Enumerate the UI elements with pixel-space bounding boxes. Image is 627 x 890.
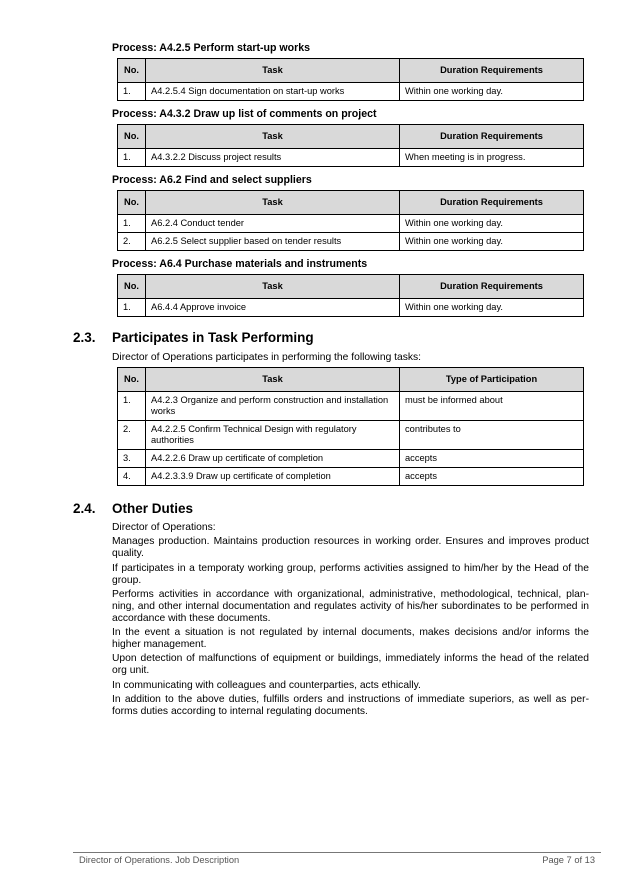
cell-task: A4.2.2.5 Confirm Technical Design with regulatory authorities: [146, 421, 400, 450]
table-row: [118, 450, 584, 468]
header-no: No.: [118, 125, 146, 149]
cell-no: 1.: [118, 299, 146, 317]
cell-no: 1.: [118, 392, 146, 421]
process-table: [117, 124, 584, 167]
header-task: Task: [146, 191, 400, 215]
cell-no: 3.: [118, 450, 146, 468]
header-duration: Duration Requirements: [400, 275, 584, 299]
section-number: 2.3.: [73, 330, 96, 345]
cell-task: A4.2.2.6 Draw up certificate of completion: [146, 450, 400, 468]
section-intro: Director of Operations participates in performing the following tasks:: [112, 352, 422, 363]
duty-paragraph: Performs activities in accordance with organizational, administrative, methodological, technical, plan-ning, and other internal documentation and regulates activity of his/her subordinates to be performed in accordance with these documents.: [112, 588, 589, 624]
section-title: Participates in Task Performing: [112, 330, 314, 345]
process-title: Process: A6.4 Purchase materials and instruments: [112, 258, 368, 270]
other-duties-text: [112, 522, 589, 720]
duty-paragraph: Upon detection of malfunctions of equipment or buildings, immediately informs the head of the related org unit.: [112, 653, 589, 677]
section-title: Other Duties: [112, 501, 194, 516]
header-duration: Duration Requirements: [400, 125, 584, 149]
table-row: [118, 392, 584, 421]
section-number: 2.4.: [73, 501, 96, 516]
header-no: No.: [118, 275, 146, 299]
header-no: No.: [118, 368, 146, 392]
footer-page-number: Page 7 of 13: [542, 855, 595, 865]
process-title: Process: A6.2 Find and select suppliers: [112, 174, 312, 186]
header-duration: Duration Requirements: [400, 59, 584, 83]
table-header-row: [118, 191, 584, 215]
header-task: Task: [146, 59, 400, 83]
cell-participation: accepts: [400, 468, 584, 486]
cell-no: 1.: [118, 149, 146, 167]
duty-paragraph: If participates in a temporaty working group, performs activities assigned to him/her by the Head of the group.: [112, 562, 589, 586]
header-task: Task: [146, 125, 400, 149]
cell-task: A4.2.5.4 Sign documentation on start-up works: [146, 83, 400, 101]
header-duration: Duration Requirements: [400, 191, 584, 215]
table-row: [118, 83, 584, 101]
table-row: [118, 468, 584, 486]
duty-paragraph: In the event a situation is not regulated by internal documents, makes decisions and/or informs the higher management.: [112, 627, 589, 651]
footer-divider: [73, 852, 601, 853]
cell-participation: contributes to: [400, 421, 584, 450]
cell-duration: Within one working day.: [400, 233, 584, 251]
process-table: [117, 274, 584, 317]
table-header-row: [118, 59, 584, 83]
header-task: Task: [146, 275, 400, 299]
duty-paragraph: In communicating with colleagues and counterparties, acts ethically.: [112, 679, 421, 691]
process-table: [117, 190, 584, 251]
header-no: No.: [118, 59, 146, 83]
cell-duration: Within one working day.: [400, 299, 584, 317]
duty-paragraph: In addition to the above duties, fulfills orders and instructions of immediate superiors, as well as per-forms duties according to internal regulating documents.: [112, 694, 589, 718]
cell-task: A4.2.3.3.9 Draw up certificate of completion: [146, 468, 400, 486]
header-participation: Type of Participation: [400, 368, 584, 392]
cell-duration: Within one working day.: [400, 83, 584, 101]
cell-participation: must be informed about: [400, 392, 584, 421]
participation-table: [117, 367, 584, 486]
cell-task: A4.2.3 Organize and perform construction and installation works: [146, 392, 400, 421]
duty-paragraph: Director of Operations:: [112, 522, 216, 533]
cell-participation: accepts: [400, 450, 584, 468]
cell-no: 4.: [118, 468, 146, 486]
cell-no: 2.: [118, 233, 146, 251]
cell-task: A6.2.4 Conduct tender: [146, 215, 400, 233]
process-table: [117, 58, 584, 101]
cell-no: 1.: [118, 83, 146, 101]
process-title: Process: A4.3.2 Draw up list of comments on project: [112, 108, 377, 120]
table-header-row: [118, 368, 584, 392]
table-row: [118, 215, 584, 233]
table-row: [118, 299, 584, 317]
cell-task: A6.4.4 Approve invoice: [146, 299, 400, 317]
table-row: [118, 233, 584, 251]
header-task: Task: [146, 368, 400, 392]
header-no: No.: [118, 191, 146, 215]
table-row: [118, 421, 584, 450]
cell-task: A6.2.5 Select supplier based on tender results: [146, 233, 400, 251]
cell-task: A4.3.2.2 Discuss project results: [146, 149, 400, 167]
table-header-row: [118, 275, 584, 299]
cell-no: 2.: [118, 421, 146, 450]
cell-duration: Within one working day.: [400, 215, 584, 233]
cell-duration: When meeting is in progress.: [400, 149, 584, 167]
table-row: [118, 149, 584, 167]
cell-no: 1.: [118, 215, 146, 233]
duty-paragraph: Manages production. Maintains production resources in working order. Ensures and improves product quality.: [112, 536, 589, 560]
process-title: Process: A4.2.5 Perform start-up works: [112, 42, 311, 54]
footer-document-title: Director of Operations. Job Description: [79, 855, 240, 865]
table-header-row: [118, 125, 584, 149]
